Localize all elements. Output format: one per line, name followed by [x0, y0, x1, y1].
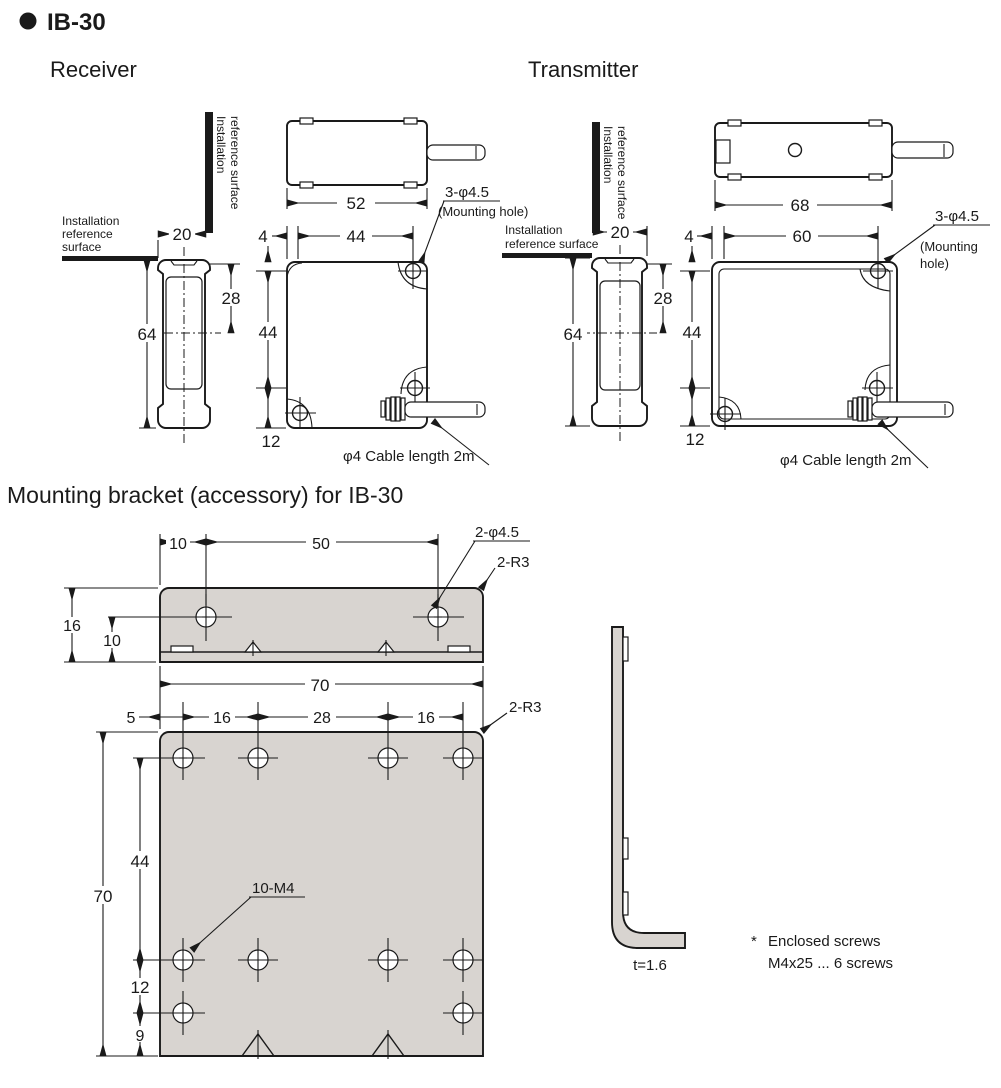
install-ref-vert-line1: Installation [214, 116, 228, 174]
dim-4: 4 [258, 227, 268, 246]
dim-60: 60 [792, 227, 812, 246]
callout-2-phi45: 2-φ4.5 [475, 524, 519, 541]
emitter-window [716, 140, 730, 163]
dim-52: 52 [346, 194, 366, 213]
ref-label-l2: reference surface [505, 237, 599, 251]
dim-44h: 44 [346, 227, 366, 246]
install-ref-surface-bar-vertical [592, 122, 600, 233]
cable-assembly [381, 397, 485, 421]
bracket-section [7, 482, 893, 1059]
install-ref-surface-bar-vertical [205, 112, 213, 233]
dim-20: 20 [172, 225, 192, 244]
cable-assembly [848, 397, 953, 421]
dim-12: 12 [685, 430, 705, 449]
dim-68: 68 [790, 196, 810, 215]
bracket-plate-view [89, 699, 542, 1059]
dim-16a: 16 [213, 710, 231, 727]
ref-label-l1: Installation [62, 214, 120, 228]
callout-10-m4: 10-M4 [252, 880, 295, 897]
header [20, 9, 639, 82]
product-title: IB-30 [47, 9, 106, 36]
receiver-drawing [62, 112, 528, 465]
dim-10: 10 [169, 536, 187, 553]
ref-label-l2: reference [62, 227, 113, 241]
dim-20: 20 [610, 223, 630, 242]
dim-12p: 12 [130, 978, 150, 997]
dim-5: 5 [126, 710, 136, 727]
dim-50: 50 [312, 536, 330, 553]
receiver-ref-label [62, 214, 158, 261]
callout-hole: hole) [920, 256, 949, 271]
callout-3-phi45: 3-φ4.5 [935, 208, 979, 225]
transmitter-front-view [678, 226, 953, 469]
note-star: * [751, 933, 757, 950]
callout-3-phi45: 3-φ4.5 [445, 184, 489, 201]
callout-2-r3-plate: 2-R3 [509, 699, 542, 716]
dim-70v: 70 [93, 887, 113, 906]
note-line2: M4x25 ... 6 screws [768, 955, 894, 972]
receiver-front-view [254, 226, 489, 465]
callout-2-r3: 2-R3 [497, 554, 530, 571]
transmitter-hole-callout [886, 208, 990, 271]
dim-28: 28 [221, 289, 241, 308]
dim-9: 9 [135, 1028, 145, 1045]
bracket-title: Mounting bracket (accessory) for IB-30 [7, 482, 404, 508]
callout-mounting: (Mounting [920, 239, 978, 254]
ref-label-l3: surface [62, 240, 102, 254]
callout-mounting-hole: (Mounting hole) [438, 204, 529, 219]
dim-4: 4 [684, 227, 694, 246]
install-ref-vert-line2: reference surface [615, 126, 629, 220]
transmitter-label: Transmitter [528, 57, 639, 82]
dim-44v: 44 [258, 323, 278, 342]
dim-12: 12 [261, 432, 281, 451]
dim-28: 28 [653, 289, 673, 308]
bracket-top-view [59, 524, 530, 662]
install-ref-surface-bar-horizontal [502, 253, 592, 258]
dim-44: 44 [130, 852, 150, 871]
cable-label: φ4 Cable length 2m [780, 452, 912, 469]
screw-note [751, 933, 893, 972]
transmitter-drawing [502, 120, 990, 469]
install-ref-vert-line2: reference surface [228, 116, 242, 210]
install-ref-vert-line1: Installation [601, 126, 615, 184]
dim-70w: 70 [310, 676, 330, 695]
dim-10v: 10 [103, 633, 121, 650]
bracket-side-profile [612, 627, 685, 974]
cable-label: φ4 Cable length 2m [343, 448, 475, 465]
receiver-label: Receiver [50, 57, 137, 82]
transmitter-ref-label [502, 223, 599, 258]
ref-label-l1: Installation [505, 223, 563, 237]
dim-64: 64 [137, 325, 157, 344]
dim-16v: 16 [63, 618, 81, 635]
note-line1: Enclosed screws [768, 933, 881, 950]
bullet-icon [20, 13, 37, 30]
dim-16b: 16 [417, 710, 435, 727]
dim-64: 64 [563, 325, 583, 344]
thickness-label: t=1.6 [633, 957, 667, 974]
dim-28: 28 [313, 710, 331, 727]
transmitter-top-view [715, 120, 953, 215]
dim-44v: 44 [682, 323, 702, 342]
